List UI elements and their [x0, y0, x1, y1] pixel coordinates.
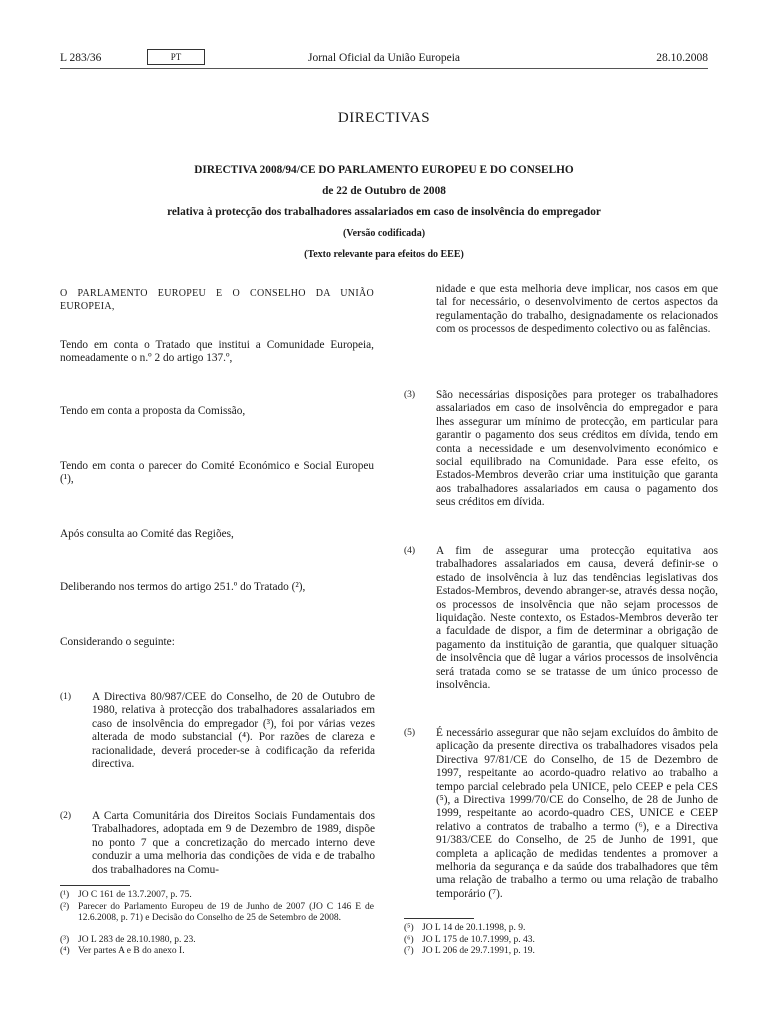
publication-date: 28.10.2008: [656, 52, 708, 64]
directive-title: DIRECTIVA 2008/94/CE DO PARLAMENTO EUROPEU E DO CONSELHO: [194, 164, 574, 176]
recital-number: (5): [404, 728, 416, 738]
recital-text: A Carta Comunitária dos Direitos Sociais Fundamentais dos Trabalhadores, adoptada em 9 de Dezembro de 1989, dispõe no ponto 7 que a concretização do mercado interno deve conduzir a uma melhoria das condições de vida e de trabalho dos trabalhadores na Comu-: [92, 810, 375, 876]
preamble-considering: Considerando o seguinte:: [60, 636, 175, 648]
preamble-deliberation: Deliberando nos termos do artigo 251.º do Tratado (²),: [60, 581, 306, 593]
recital-number: (1): [60, 692, 72, 702]
directive-subject: relativa à protecção dos trabalhadores assalariados em caso de insolvência do empregador: [167, 206, 601, 218]
codified-version-note: (Versão codificada): [342, 228, 426, 239]
preamble-treaty: Tendo em conta o Tratado que institui a Comunidade Europeia, nomeadamente o n.º 2 do artigo 137.º,: [60, 339, 374, 365]
institutions-line: O PARLAMENTO EUROPEU E O CONSELHO DA UNIÃO EUROPEIA,: [60, 288, 374, 313]
preamble-consultation: Após consulta ao Comité das Regiões,: [60, 528, 234, 540]
footnote-mark: (⁵): [404, 923, 414, 933]
language-badge: PT: [147, 49, 205, 65]
footnote-text: JO C 161 de 13.7.2007, p. 75.: [78, 890, 192, 900]
footnote-mark: (¹): [60, 890, 70, 900]
recital-number: (4): [404, 546, 416, 556]
footnote-mark: (³): [60, 935, 70, 945]
recital-text: É necessário assegurar que não sejam excluídos do âmbito de aplicação da presente directiva os trabalhadores visados pela Directiva 97/81/CE do Conselho, de 15 de Dezembro de 1997, respeitante ao acordo-quadro relativo ao trabalho a tempo parcial celebrado pela UNICE, pelo CEEP e pela CES (⁵), a Directiva 1999/70/CE do Conselho, de 28 de Junho de 1999, respeitante ao acordo-quadro CES, UNICE e CEEP relativo a contratos de trabalho a termo (⁶), e a Directiva 91/383/CEE do Conselho, de 25 de Junho de 1991, que completa a aplicação de medidas tendentes a promover a melhoria da segurança e da saúde dos trabalhadores que têm uma relação de trabalho a termo ou uma relação de trabalho temporário (⁷).: [436, 727, 718, 900]
preamble-opinion: Tendo em conta o parecer do Comité Económico e Social Europeu (¹),: [60, 460, 374, 486]
recital-text: São necessárias disposições para proteger os trabalhadores assalariados em caso de insolvência do empregador e para lhes assegurar um mínimo de protecção, em particular para garantir o pagamento dos seus créditos em dívida, tendo em conta a necessidade e um desenvolvimento económico e social equilibrado na Comunidade. Para esse efeito, os Estados-Membros deverão criar uma instituição que garanta aos trabalhadores assalariados em causa o pagamento dos seus créditos em dívida.: [436, 389, 718, 509]
footnote-text: Parecer do Parlamento Europeu de 19 de Junho de 2007 (JO C 146 E de 12.6.2008, p. 71) e Decisão do Conselho de 25 de Setembro de 2008.: [78, 902, 374, 923]
preamble-proposal: Tendo em conta a proposta da Comissão,: [60, 405, 246, 417]
journal-name: Jornal Oficial da União Europeia: [308, 52, 460, 64]
footnote-mark: (⁴): [60, 946, 70, 956]
recital-text: A fim de assegurar uma protecção equitativa aos trabalhadores assalariados em causa, deverá definir-se o estado de insolvência à luz das tendências legislativas dos Estados-Membros, devendo abranger-se, através dessa noção, os processos de insolvência que não sejam processos de liquidação. Neste contexto, os Estados-Membros deverão ter a faculdade de dispor, a fim de determinar a obrigação de pagamento da instituição de garantia, que qualquer situação de insolvência que dê lugar a vários processos de insolvência será tratada como se se tratasse de um único processo de insolvência.: [436, 545, 718, 692]
footnote-text: JO L 206 de 29.7.1991, p. 19.: [422, 946, 535, 956]
header-divider: [60, 68, 708, 69]
footnote-divider: [60, 885, 130, 886]
recital-text: A Directiva 80/987/CEE do Conselho, de 20 de Outubro de 1980, relativa à protecção dos trabalhadores assalariados em caso de insolvência do empregador (³), foi por várias vezes alterada de modo substancial (⁴). Por razões de clareza e racionalidade, deverá proceder-se à codificação da referida directiva.: [92, 691, 375, 771]
recital-number: (2): [60, 811, 72, 821]
recital-text: nidade e que esta melhoria deve implicar, nos casos em que tal for necessário, o desenvolvimento de certos aspectos da regulamentação do trabalho, designadamente os relacionados com os processos de despedimento colectivo ou as falências.: [436, 283, 718, 336]
footnote-divider: [404, 918, 474, 919]
page-reference: L 283/36: [60, 52, 102, 64]
footnote-mark: (⁶): [404, 935, 414, 945]
footnote-text: JO L 175 de 10.7.1999, p. 43.: [422, 935, 535, 945]
section-title: DIRECTIVAS: [337, 110, 431, 126]
eea-relevance-note: (Texto relevante para efeitos do EEE): [304, 249, 464, 260]
footnote-mark: (²): [60, 902, 70, 912]
footnote-text: JO L 283 de 28.10.1980, p. 23.: [78, 935, 196, 945]
footnote-text: Ver partes A e B do anexo I.: [78, 946, 185, 956]
footnote-mark: (⁷): [404, 946, 414, 956]
recital-number: (3): [404, 390, 416, 400]
footnote-text: JO L 14 de 20.1.1998, p. 9.: [422, 923, 526, 933]
directive-date: de 22 de Outubro de 2008: [322, 185, 446, 197]
